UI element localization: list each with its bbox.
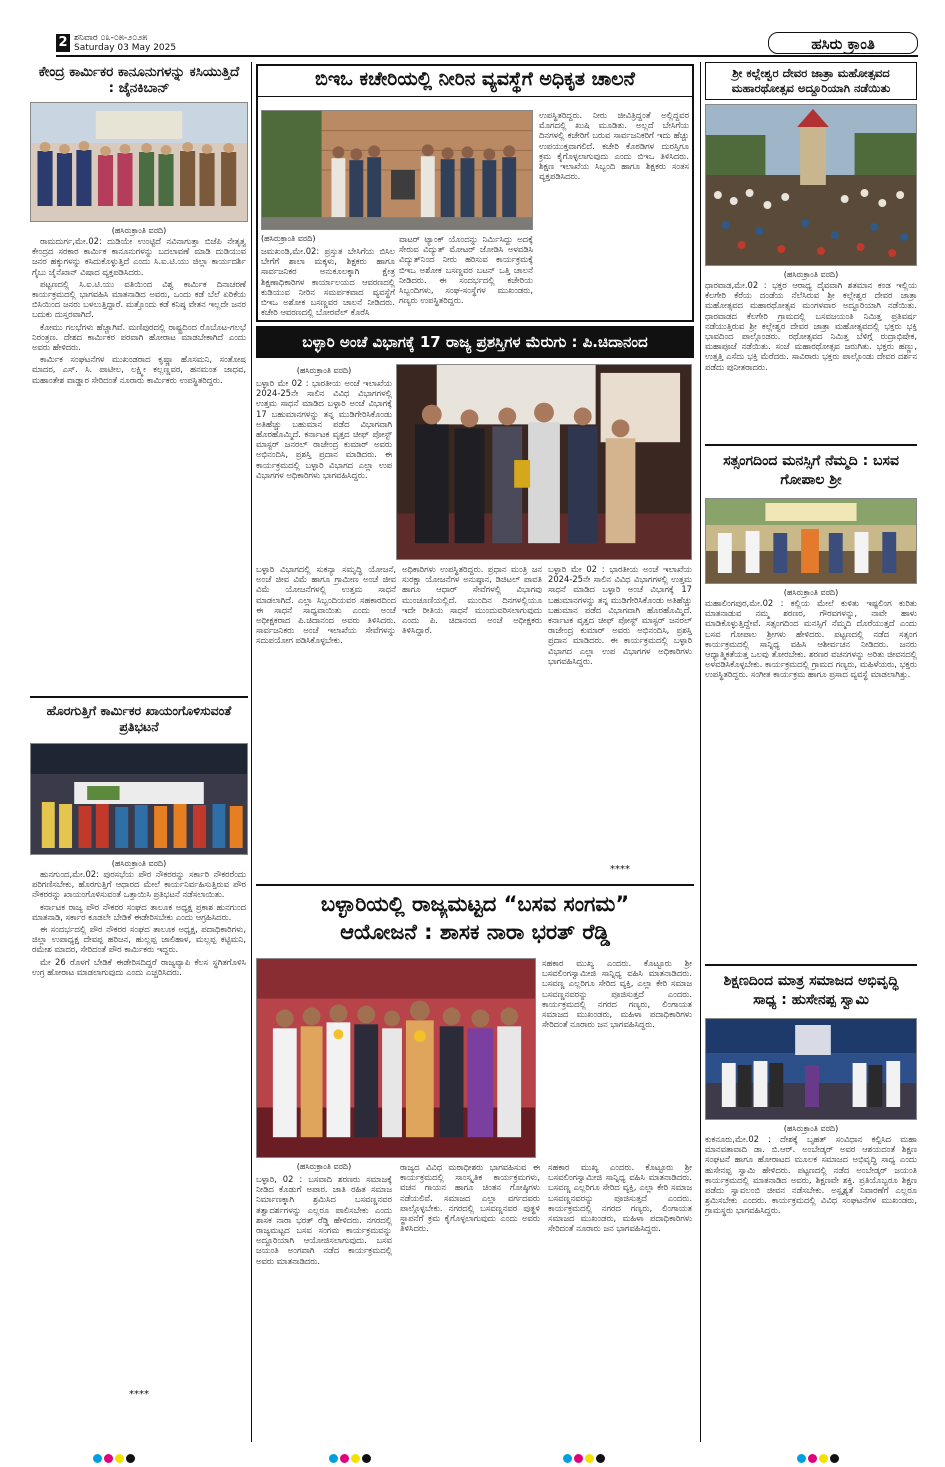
register-dot [819, 1454, 828, 1463]
postal-headline: ಬಳ್ಳಾರಿ ಅಂಚೆ ವಿಭಾಗಕ್ಕೆ 17 ರಾಜ್ಯ ಪ್ರಶಸ್ತಿಗಳ ಮೆರುಗು : ಪಿ.ಚಿದಾನಂದ [256, 326, 694, 358]
register-mark [92, 1448, 136, 1467]
education-event-photo [705, 1018, 917, 1120]
register-dot [830, 1454, 839, 1463]
protest-photo [30, 743, 248, 855]
postal-body-col1: ಬಳ್ಳಾರಿ ಮೇ 02 : ಭಾರತೀಯ ಅಂಚೆ ಇಲಾಖೆಯ 2024-25ನೇ ಸಾಲಿನ ವಿವಿಧ ವಿಭಾಗಗಳಲ್ಲಿ ಉತ್ತಮ ಸಾಧನೆ ಮಾಡಿದ ಬಳ್ಳಾರಿ ಅಂಚೆ ವಿಭಾಗಕ್ಕೆ 17 ಬಹುಮಾನಗಳನ್ನು ತನ್ನ ಮುಡಿಗೇರಿಸಿಕೊಂಡು ಅತಿಹೆಚ್ಚು ಬಹುಮಾನ ಪಡೆದ ವಿಭಾಗವಾಗಿ ಹೊರಹೊಮ್ಮಿದೆ. ಕರ್ನಾಟಕ ವೃತ್ತದ ಚೀಫ್ ಪೋಸ್ಟ್ ಮಾಸ್ಟರ್ ಜನರಲ್ ರಾಜೇಂದ್ರ ಕುಮಾರ್ ಅವರು ಅಭಿನಂದಿಸಿ, ಪ್ರಶಸ್ತಿ ಪ್ರದಾನ ಮಾಡಿದರು. ಈ ಕಾರ್ಯಕ್ರಮದಲ್ಲಿ ಬಳ್ಳಾರಿ ವಿಭಾಗದ ಎಲ್ಲಾ ಉಪ ವಿಭಾಗಗಳ ಅಧಿಕಾರಿಗಳು ಭಾಗವಹಿಸಿದ್ದರು. [256, 378, 392, 480]
education-credit: (ಹಸಿರುಕ್ರಾಂತಿ ವರದಿ) [783, 1124, 839, 1133]
register-dot [563, 1454, 572, 1463]
labour-paragraph: ರಾಮದುರ್ಗ,ಮೇ.02: ದುಡಿಯೇ ಉಂಟ್ಟಿದೆ ನವಿನಾಗುತ್ತಾ ಬಿಜೆಪಿ ನೇತೃತ್ವ ಕೇಂದ್ರದ ಸರಕಾರ ಕಾರ್ಮಿಕ ಕಾನೂನುಗಳನ್ನು ಬದಲಾವಣೆ ಮಾಡಿ ದುಡಿಯುವ ಜನರ ಹಕ್ಕುಗಳನ್ನು ಕಸಿದುಕೊಳ್ಳುತ್ತಿದೆ ಎಂದು ಸಿ.ಐ.ಟಿ.ಯು ಜಿಲ್ಲಾ ಕಾರ್ಯದರ್ಶಿ ಗೈಬು ಜೈನೆಖಾನ್ ವಿಷಾದ ವ್ಯಕ್ತಪಡಿಸಿದರು. [32, 236, 246, 277]
jatra-headline: ಶ್ರೀ ಕಲ್ಲೇಶ್ವರ ದೇವರ ಜಾತ್ರಾ ಮಹೋತ್ಸವದ ಮಹಾರಥೋತ್ಸವ ಅದ್ದೂರಿಯಾಗಿ ನಡೆಯಿತು [705, 62, 917, 100]
education-headline: ಶಿಕ್ಷಣದಿಂದ ಮಾತ್ರ ಸಮಾಜದ ಅಭಿವೃದ್ಧಿ ಸಾಧ್ಯ : ಹುಸೇನಪ್ಪ ಸ್ವಾಮಿ [705, 964, 917, 1014]
register-dot [93, 1454, 102, 1463]
jatra-chariot-photo [705, 104, 917, 266]
water-body-col2: ವಾಟರ್ ಟ್ಯಾಂಕ್ ಯೊಂದನ್ನು ನಿರ್ಮಿಸಿದ್ದು ಅದಕ್ಕೆ ಸೇರುವ ವಿದ್ಯುತ್ ಮೋಟರ್ ಜೋಡಿಸಿ ಅಳವಡಿಸಿ ವಿದ್ಯುತ್‌ನಿಂದ ನೀರು ಹರಿಸುವ ಕಾರ್ಯಕ್ರಮಕ್ಕೆ ಬಿಇಒ ಅಶೋಕ ಬಸಣ್ಣವರ ಬಟನ್ ಒತ್ತಿ ಚಾಲನೆ ನೀಡಿದರು. ಈ ಸಂದರ್ಭದಲ್ಲಿ ಕಚೇರಿಯ ಸಿಬ್ಬಂದಿಗಳು, ಸಂಘ-ಸಂಸ್ಥೆಗಳ ಮುಖಂಡರು, ಗಣ್ಯರು ಉಪಸ್ಥಿತರಿದ್ದರು. [399, 234, 533, 306]
basava-body-col3: ಸಹಕಾರ ಮುಖ್ಯ ಎಂದರು. ಕೊಟ್ಟೂರು ಶ್ರೀ ಬಸವಲಿಂಗಸ್ವಾಮೀಜಿ ಸಾನ್ನಿಧ್ಯ ವಹಿಸಿ ಮಾತನಾಡಿದರು. ಬಸವಣ್ಣ ಎಲ್ಲರಿಗೂ ಸೇರಿದ ವ್ಯಕ್ತಿ, ಎಲ್ಲಾ ಕೇರಿ ಸಮಾಜ ಬಸವಣ್ಣನವರನ್ನು ಪೂಜಿಸುತ್ತದೆ ಎಂದರು. ಕಾರ್ಯಕ್ರಮದಲ್ಲಿ ನಗರದ ಗಣ್ಯರು, ಲಿಂಗಾಯತ ಸಮಾಜದ ಮುಖಂಡರು, ಮಹಿಳಾ ಪದಾಧಿಕಾರಿಗಳು ಸೇರಿದಂತೆ ನೂರಾರು ಜನ ಭಾಗವಹಿಸಿದ್ದರು. [542, 958, 692, 1030]
basava-body-col1: ಬಳ್ಳಾರಿ, 02 : ಬಸವಾದಿ ಶರಣರು ಸಮಾಜಕ್ಕೆ ನೀಡಿದ ಕೊಡುಗೆ ಅಪಾರ. ಜಾತಿ ರಹಿತ ಸಮಾಜ ನಿರ್ಮಾಣಕ್ಕಾಗಿ ಶ್ರಮಿಸಿದ ಬಸವಣ್ಣನವರ ತತ್ವಾದರ್ಶಗಳನ್ನು ಎಲ್ಲರೂ ಪಾಲಿಸಬೇಕು ಎಂದು ಶಾಸಕ ನಾರಾ ಭರತ್ ರೆಡ್ಡಿ ಹೇಳಿದರು. ನಗರದಲ್ಲಿ ರಾಜ್ಯಮಟ್ಟದ ಬಸವ ಸಂಗಮ ಕಾರ್ಯಕ್ರಮವನ್ನು ಅದ್ದೂರಿಯಾಗಿ ಆಯೋಜಿಸಲಾಗುವುದು. ಬಸವ ಜಯಂತಿ ಅಂಗವಾಗಿ ನಡೆದ ಕಾರ್ಯಕ್ರಮದಲ್ಲಿ ಅವರು ಮಾತನಾಡಿದರು. [256, 1174, 392, 1266]
register-dot [104, 1454, 113, 1463]
basava-stage-photo [256, 958, 536, 1158]
labour-paragraph: ಕೋಮು ಗಲಭೆಗಳು ಹೆಚ್ಚಾಗಿವೆ. ಮಣಿಪುರದಲ್ಲಿ ರಾಷ್ಟ್ರದಿಂದ ರೊಬೊಟ-ಗಲಭೆ ನಿರಂತ್ರಣ. ದೇಶದ ಕಾರ್ಮಿಕರ ಪರವಾಗಿ ಹೋರಾಟ ಮಾಡಬೇಕಾಗಿದೆ ಎಂದು ಅವರು ಹೇಳಿದರು. [32, 321, 246, 353]
register-dot [329, 1454, 338, 1463]
register-dot [126, 1454, 135, 1463]
basava-body-col4: ಸಹಕಾರ ಮುಖ್ಯ ಎಂದರು. ಕೊಟ್ಟೂರು ಶ್ರೀ ಬಸವಲಿಂಗಸ್ವಾಮೀಜಿ ಸಾನ್ನಿಧ್ಯ ವಹಿಸಿ ಮಾತನಾಡಿದರು. ಬಸವಣ್ಣ ಎಲ್ಲರಿಗೂ ಸೇರಿದ ವ್ಯಕ್ತಿ, ಎಲ್ಲಾ ಕೇರಿ ಸಮಾಜ ಬಸವಣ್ಣನವರನ್ನು ಪೂಜಿಸುತ್ತದೆ ಎಂದರು. ಕಾರ್ಯಕ್ರಮದಲ್ಲಿ ನಗರದ ಗಣ್ಯರು, ಲಿಂಗಾಯತ ಸಮಾಜದ ಮುಖಂಡರು, ಮಹಿಳಾ ಪದಾಧಿಕಾರಿಗಳು ಸೇರಿದಂತೆ ನೂರಾರು ಜನ ಭಾಗವಹಿಸಿದ್ದರು. [548, 1162, 692, 1234]
water-story [256, 64, 694, 322]
water-body-col1: ಜಮಖಂಡಿ,ಮೇ.02: ಪ್ರಸ್ತುತ ಬೇಸಿಗೆಯ ಬಿಸಿಲ ಬೇಗೆಗೆ ಶಾಲಾ ಮಕ್ಕಳು, ಶಿಕ್ಷಕರು ಹಾಗೂ ಸಾರ್ವಜನಿಕರ ಅನುಕೂಲಕ್ಕಾಗಿ ಕ್ಷೇತ್ರ ಶಿಕ್ಷಣಾಧಿಕಾರಿಗಳ ಕಾರ್ಯಾಲಯದ ಆವರಣದಲ್ಲಿ ಕುಡಿಯುವ ನೀರಿನ ಸಮರ್ಪಕವಾದ ವ್ಯವಸ್ಥೆಗೆ ಬಿಇಒ ಅಶೋಕ ಬಸಣ್ಣವರ ಚಾಲನೆ ನೀಡಿದರು. ಕಚೇರಿ ಆವರಣದಲ್ಲಿ ಬೋರವೆಲ್ ಕೊರೆಸಿ [261, 246, 395, 318]
issue-date-english: Saturday 03 May 2025 [74, 43, 177, 53]
protest-paragraph: ಮೇ 26 ರೊಳಗೆ ಬೇಡಿಕೆ ಈಡೇರಿಸದಿದ್ದರೆ ರಾಜ್ಯವ್ಯಾಪಿ ಕೆಲಸ ಸ್ಥಗಿತಗೊಳಿಸಿ ಉಗ್ರ ಹೋರಾಟ ಮಾಡಲಾಗುವುದು ಎಂದು ಎಚ್ಚರಿಸಿದರು. [32, 956, 246, 977]
protest-headline: ಹೊರಗುತ್ತಿಗೆ ಕಾರ್ಮಿಕರ ಖಾಯಂಗೊಳಿಸುವಂತೆ ಪ್ರತಿಭಟನೆ [30, 696, 248, 739]
column-rule [700, 62, 701, 1442]
water-headline: ಬಿಇಒ ಕಚೇರಿಯಲ್ಲಿ ನೀರಿನ ವ್ಯವಸ್ಥೆಗೆ ಅಧಿಕೃತ ಚಾಲನೆ [258, 66, 692, 97]
end-mark: **** [610, 864, 630, 875]
register-dot [340, 1454, 349, 1463]
protest-credit: (ಹಸಿರುಕ್ರಾಂತಿ ವರದಿ) [111, 859, 167, 868]
register-dot [808, 1454, 817, 1463]
jatra-body: ಧಾರವಾಡ,ಮೇ.02 : ಭಕ್ತರ ಆರಾಧ್ಯ ದೈವವಾಗಿ ಶತಮಾನ ಕಂಡ ಇಲ್ಲಿಯ ಕೆಲಗೇರಿ ಕೆರೆಯ ದಂಡೆಯ ನೆಲೆಸಿರುವ ಶ್ರೀ ಕಲ್ಲೇಶ್ವರ ದೇವರ ಜಾತ್ರಾ ಮಹೋತ್ಸವದ ಮಹಾರಥೋತ್ಸವ ಮಂಗಳವಾರ ಅದ್ದೂರಿಯಾಗಿ ನಡೆಯಿತು. ಧಾರವಾಡದ ಕೆಲಗೇರಿ ಗ್ರಾಮದಲ್ಲಿ ಬಸವಜಯಂತಿ ನಿಮಿತ್ತ ಪ್ರತಿವರ್ಷ ನಡೆಯುತ್ತಿರುವ ಶ್ರೀ ಕಲ್ಲೇಶ್ವರ ದೇವರ ಜಾತ್ರಾ ಮಹೋತ್ಸವದಲ್ಲಿ ಭಕ್ತರು ಭಕ್ತಿ ಭಾವದಿಂದ ಪಾಲ್ಗೊಂಡರು. ರಥೋತ್ಸವದ ನಿಮಿತ್ತ ಬೆಳಿಗ್ಗೆ ರುದ್ರಾಭಿಷೇಕ, ಮಹಾಪೂಜೆ ನಡೆಯಿತು. ಸಂಜೆ ಮಹಾರಥೋತ್ಸವ ಜರುಗಿತು. ಭಕ್ತರು ಹಣ್ಣು, ಉತ್ತತ್ತಿ ಎಸೆದು ಭಕ್ತಿ ಮೆರೆದರು. ಸಾವಿರಾರು ಭಕ್ತರು ಪಾಲ್ಗೊಂಡು ದೇವರ ದರ್ಶನ ಪಡೆದು ಪುನೀತರಾದರು. [705, 280, 917, 372]
postal-story [256, 326, 694, 876]
postal-body-col3: ಅಧಿಕಾರಿಗಳು ಉಪಸ್ಥಿತರಿದ್ದರು. ಪ್ರಧಾನ ಮಂತ್ರಿ ಜನ ಸುರಕ್ಷಾ ಯೋಜನೆಗಳ ಅನುಷ್ಠಾನ, ಡಿಜಿಟಲ್ ಪಾವತಿ ಹಾಗೂ ಆಧಾರ್ ಸೇವೆಗಳಲ್ಲಿ ವಿಭಾಗವು ಮುಂಚೂಣಿಯಲ್ಲಿದೆ. ಮುಂದಿನ ದಿನಗಳಲ್ಲಿಯೂ ಇದೇ ರೀತಿಯ ಸಾಧನೆ ಮುಂದುವರಿಸಲಾಗುವುದು ಎಂದು ಪಿ. ಚಿದಾನಂದ ಅಂಚೆ ಅಧೀಕ್ಷಕರು ತಿಳಿಸಿದ್ದಾರೆ. [402, 564, 542, 636]
register-dot [585, 1454, 594, 1463]
labour-event-photo [30, 102, 248, 222]
labour-headline: ಕೇಂದ್ರ ಕಾರ್ಮಿಕರ ಕಾನೂನುಗಳನ್ನು ಕಸಿಯುತ್ತಿದೆ : ಜೈನಕಿಬಾನ್ [38, 64, 240, 96]
labour-body [30, 236, 248, 696]
masthead-rule [56, 55, 918, 57]
register-dot [596, 1454, 605, 1463]
swamiji-body: ಮಹಾಲಿಂಗಪುರ,ಮೇ.02 : ಕಲ್ಲಿಯ ಮೇಲೆ ಕುಳಿತು ಇಷ್ಟಲಿಂಗ ಕುರಿತು ಮಾತನಾಡುವ ನಮ್ಮ ಶರಣರ, ಗೌರವಗಳನ್ನು, ನಾವೇ ಹಾಳು ಮಾಡಿಕೊಳ್ಳುತ್ತಿದ್ದೇವೆ. ಸತ್ಸಂಗದಿಂದ ಮನಸ್ಸಿಗೆ ನೆಮ್ಮದಿ ದೊರೆಯುತ್ತದೆ ಎಂದು ಬಸವ ಗೋಪಾಲ ಶ್ರೀಗಳು ಹೇಳಿದರು. ಪಟ್ಟಣದಲ್ಲಿ ನಡೆದ ಸತ್ಸಂಗ ಕಾರ್ಯಕ್ರಮದಲ್ಲಿ ಸಾನ್ನಿಧ್ಯ ವಹಿಸಿ ಆಶೀರ್ವಚನ ನೀಡಿದರು. ಜನರು ಆಧ್ಯಾತ್ಮಿಕತೆಯತ್ತ ಒಲವು ತೋರಬೇಕು. ಶರಣರ ವಚನಗಳನ್ನು ಅರಿತು ಜೀವನದಲ್ಲಿ ಅಳವಡಿಸಿಕೊಳ್ಳಬೇಕು. ಕಾರ್ಯಕ್ರಮದಲ್ಲಿ ಗ್ರಾಮದ ಗಣ್ಯರು, ಮಹಿಳೆಯರು, ಭಕ್ತರು ಉಪಸ್ಥಿತರಿದ್ದರು. ಸಂಗೀತ ಕಾರ್ಯಕ್ರಮ ಹಾಗೂ ಪ್ರಸಾದ ವ್ಯವಸ್ಥೆ ಮಾಡಲಾಗಿತ್ತು. [705, 598, 917, 680]
end-mark: **** [129, 1389, 149, 1400]
labour-paragraph: ಪಟ್ಟಣದಲ್ಲಿ ಸಿ.ಐ.ಟಿ.ಯು ವತಿಯಿಂದ ವಿಶ್ವ ಕಾರ್ಮಿಕ ದಿನಾಚರಣೆ ಕಾರ್ಯಕ್ರಮದಲ್ಲಿ ಭಾಗವಹಿಸಿ ಮಾತನಾಡಿದ ಅವರು, ಒಂದು ಕಡೆ ಬೆಲೆ ಏರಿಕೆಯ ಬಿಸಿಯಿಂದ ಜನರು ಬಳಲುತ್ತಿದ್ದಾರೆ. ಮತ್ತೊಂದು ಕಡೆ ಕನಿಷ್ಠ ವೇತನ ಇಲ್ಲದೇ ಜನರ ಬದುಕು ದುಸ್ತರವಾಗಿದೆ. [32, 278, 246, 320]
basava-headline-line1: ಬಳ್ಳಾರಿಯಲ್ಲಿ ರಾಜ್ಯಮಟ್ಟದ “ಬಸವ ಸಂಗಮ” [320, 892, 630, 916]
issue-date-local: ಶನಿವಾರ ೦೩-೦೫-೨೦೨೫ [74, 33, 148, 43]
education-body: ಕುಕನೂರು,ಮೇ.02 : ದೇಶಕ್ಕೆ ಬೃಹತ್ ಸಂವಿಧಾನ ಕಲ್ಪಿಸಿದ ಮಹಾ ಮಾನವತಾವಾದಿ ಡಾ. ಬಿ.ಆರ್. ಅಂಬೇಡ್ಕರ್ ಅವರ ಆಶಯದಂತೆ ಶಿಕ್ಷಣ ಸಂಘಟನೆ ಹಾಗೂ ಹೋರಾಟದ ಮೂಲಕ ಸಮಾಜದ ಅಭಿವೃದ್ಧಿ ಸಾಧ್ಯ ಎಂದು ಹುಸೇನಪ್ಪ ಸ್ವಾಮಿ ಹೇಳಿದರು. ಪಟ್ಟಣದಲ್ಲಿ ನಡೆದ ಅಂಬೇಡ್ಕರ್ ಜಯಂತಿ ಕಾರ್ಯಕ್ರಮದಲ್ಲಿ ಮಾತನಾಡಿದ ಅವರು, ಶಿಕ್ಷಣವೇ ಶಕ್ತಿ. ಪ್ರತಿಯೊಬ್ಬರೂ ಶಿಕ್ಷಣ ಪಡೆದು ಸ್ವಾವಲಂಬಿ ಜೀವನ ನಡೆಸಬೇಕು. ಅಸ್ಪೃಶ್ಯತೆ ನಿವಾರಣೆಗೆ ಎಲ್ಲರೂ ಶ್ರಮಿಸಬೇಕು ಎಂದರು. ಕಾರ್ಯಕ್ರಮದಲ್ಲಿ ವಿವಿಧ ಸಂಘಟನೆಗಳ ಮುಖಂಡರು, ಗ್ರಾಮಸ್ಥರು ಭಾಗವಹಿಸಿದ್ದರು. [705, 1134, 917, 1216]
postal-body-col2: ಬಳ್ಳಾರಿ ವಿಭಾಗದಲ್ಲಿ ಸುಕನ್ಯಾ ಸಮೃದ್ಧಿ ಯೋಜನೆ, ಅಂಚೆ ಜೀವ ವಿಮೆ ಹಾಗೂ ಗ್ರಾಮೀಣ ಅಂಚೆ ಜೀವ ವಿಮೆ ಯೋಜನೆಗಳಲ್ಲಿ ಉತ್ತಮ ಸಾಧನೆ ಮಾಡಲಾಗಿದೆ. ಎಲ್ಲಾ ಸಿಬ್ಬಂದಿಯವರ ಸಹಕಾರದಿಂದ ಈ ಸಾಧನೆ ಸಾಧ್ಯವಾಯಿತು ಎಂದು ಅಂಚೆ ಅಧೀಕ್ಷಕರಾದ ಪಿ.ಚಿದಾನಂದ ಅವರು ತಿಳಿಸಿದರು. ಸಾರ್ವಜನಿಕರು ಅಂಚೆ ಇಲಾಖೆಯ ಸೇವೆಗಳನ್ನು ಸದುಪಯೋಗ ಪಡಿಸಿಕೊಳ್ಳಬೇಕು. [256, 564, 396, 646]
masthead [0, 0, 945, 58]
register-mark [796, 1448, 840, 1467]
postal-body-col4: ಬಳ್ಳಾರಿ ಮೇ 02 : ಭಾರತೀಯ ಅಂಚೆ ಇಲಾಖೆಯ 2024-25ನೇ ಸಾಲಿನ ವಿವಿಧ ವಿಭಾಗಗಳಲ್ಲಿ ಉತ್ತಮ ಸಾಧನೆ ಮಾಡಿದ ಬಳ್ಳಾರಿ ಅಂಚೆ ವಿಭಾಗಕ್ಕೆ 17 ಬಹುಮಾನಗಳನ್ನು ತನ್ನ ಮುಡಿಗೇರಿಸಿಕೊಂಡು ಅತಿಹೆಚ್ಚು ಬಹುಮಾನ ಪಡೆದ ವಿಭಾಗವಾಗಿ ಹೊರಹೊಮ್ಮಿದೆ. ಕರ್ನಾಟಕ ವೃತ್ತದ ಚೀಫ್ ಪೋಸ್ಟ್ ಮಾಸ್ಟರ್ ಜನರಲ್ ರಾಜೇಂದ್ರ ಕುಮಾರ್ ಅವರು ಅಭಿನಂದಿಸಿ, ಪ್ರಶಸ್ತಿ ಪ್ರದಾನ ಮಾಡಿದರು. ಈ ಕಾರ್ಯಕ್ರಮದಲ್ಲಿ ಬಳ್ಳಾರಿ ವಿಭಾಗದ ಎಲ್ಲಾ ಉಪ ವಿಭಾಗಗಳ ಅಧಿಕಾರಿಗಳು ಭಾಗವಹಿಸಿದ್ದರು. [548, 564, 692, 666]
water-body-col3: ಉಪಸ್ಥಿತರಿದ್ದರು. ನೀರು ಜೀವಿತ್ರಿದ್ದಂತೆ ಅಲ್ಲಿದ್ದವರ ಮೊಗದಲ್ಲಿ ಖುಷಿ ಮೂಡಿತು. ಅಲ್ಲದೆ ಬೇಸಿಗೆಯ ದಿನಗಳಲ್ಲಿ ಕಚೇರಿಗೆ ಬರುವ ಸಾರ್ವಜನಿಕರಿಗೆ ಇದು ಹೆಚ್ಚು ಉಪಯುಕ್ತವಾಗಲಿದೆ. ಕಚೇರಿ ಕೊಠಡಿಗಳ ದುರಸ್ತಿಗೂ ಕ್ರಮ ಕೈಗೊಳ್ಳಲಾಗುವುದು ಎಂದು ಬಿಇಒ ತಿಳಿಸಿದರು. ಶಿಕ್ಷಣ ಇಲಾಖೆಯ ಸಿಬ್ಬಂದಿ ಹಾಗೂ ಶಿಕ್ಷಕರು ಸಂತಸ ವ್ಯಕ್ತಪಡಿಸಿದರು. [539, 110, 689, 182]
labour-paragraph: ಕಾರ್ಮಿಕ ಸಂಘಟನೆಗಳ ಮುಖಂಡರಾದ ಕೃಷ್ಣಾ ಹೊಸಮನಿ, ಸಂತೋಷ ಮಾದರ, ಎಸ್. ಸಿ. ಪಾಟೀಲ, ಲಕ್ಷ್ಮೀ ಕಲ್ಲಣ್ಣವರ, ಹನಮಂತ ಜಾಧವ, ಮಹಾಂತೇಶ ವಾಡ್ಡಾರ ಸೇರಿದಂತೆ ನೂರಾರು ಕಾರ್ಮಿಕರು ಉಪಸ್ಥಿತರಿದ್ದರು. [32, 354, 246, 385]
paper-name-tag: ಹಸಿರು ಕ್ರಾಂತಿ [768, 32, 918, 54]
register-mark [562, 1448, 606, 1467]
register-dot [362, 1454, 371, 1463]
basava-headline-line2: ಆಯೋಜನೆ : ಶಾಸಕ ನಾರಾ ಭರತ್ ರೆಡ್ಡಿ [340, 920, 610, 944]
basava-story [256, 884, 694, 1449]
postal-award-photo [396, 364, 692, 560]
register-dot [115, 1454, 124, 1463]
water-tank-photo [261, 110, 533, 230]
swamiji-satsang-photo [705, 498, 917, 584]
protest-paragraph: ಕರ್ನಾಟಕ ರಾಜ್ಯ ಪೌರ ನೌಕರರ ಸಂಘದ ತಾಲೂಕ ಅಧ್ಯಕ್ಷ ಪ್ರಕಾಶ ಹುನಗುಂದ ಮಾತನಾಡಿ, ಸರ್ಕಾರ ಕೂಡಲೇ ಬೇಡಿಕೆ ಈಡೇರಿಸಬೇಕು ಎಂದು ಆಗ್ರಹಿಸಿದರು. [32, 901, 246, 922]
register-marks [0, 1448, 945, 1462]
swamiji-headline: ಸತ್ಸಂಗದಿಂದ ಮನಸ್ಸಿಗೆ ನೆಮ್ಮದಿ : ಬಸವ ಗೋಪಾಲ ಶ್ರೀ [705, 444, 917, 494]
postal-credit: (ಹಸಿರುಕ್ರಾಂತಿ ವರದಿ) [296, 366, 352, 375]
protest-paragraph: ಹುನಗುಂದ,ಮೇ.02: ಪುರಸಭೆಯ ಪೌರ ನೌಕರರನ್ನು ಸರ್ಕಾರಿ ನೌಕರರೆಂದು ಪರಿಗಣಿಸಬೇಕು, ಹೊರಗುತ್ತಿಗೆ ಆಧಾರದ ಮೇಲೆ ಕಾರ್ಯನಿರ್ವಹಿಸುತ್ತಿರುವ ಪೌರ ನೌಕರರನ್ನು ಖಾಯಂಗೊಳಿಸುವಂತೆ ಒತ್ತಾಯಿಸಿ ಪ್ರತಿಭಟನೆ ನಡೆಸಲಾಯಿತು. [32, 869, 246, 900]
labour-credit: (ಹಸಿರುಕ್ರಾಂತಿ ವರದಿ) [111, 226, 167, 235]
right-column [705, 62, 917, 1452]
left-column [30, 62, 248, 1452]
column-rule [251, 62, 252, 1442]
basava-body-col2: ರಾಜ್ಯದ ವಿವಿಧ ಮಠಾಧೀಶರು ಭಾಗವಹಿಸುವ ಈ ಕಾರ್ಯಕ್ರಮದಲ್ಲಿ ಸಾಂಸ್ಕೃತಿಕ ಕಾರ್ಯಕ್ರಮಗಳು, ವಚನ ಗಾಯನ ಹಾಗೂ ಚಿಂತನ ಗೋಷ್ಠಿಗಳು ನಡೆಯಲಿವೆ. ಸಮಾಜದ ಎಲ್ಲಾ ವರ್ಗದವರು ಪಾಲ್ಗೊಳ್ಳಬೇಕು. ನಗರದಲ್ಲಿ ಬಸವಣ್ಣನವರ ಪುತ್ಥಳಿ ಸ್ಥಾಪನೆಗೆ ಕ್ರಮ ಕೈಗೊಳ್ಳಲಾಗುವುದು ಎಂದು ಅವರು ತಿಳಿಸಿದರು. [400, 1162, 540, 1234]
page-number-badge: 2 [56, 34, 70, 52]
water-credit: (ಹಸಿರುಕ್ರಾಂತಿ ವರದಿ) [261, 234, 316, 243]
register-dot [797, 1454, 806, 1463]
swamiji-credit: (ಹಸಿರುಕ್ರಾಂತಿ ವರದಿ) [783, 588, 839, 597]
register-mark [328, 1448, 372, 1467]
protest-body [30, 869, 248, 1389]
protest-paragraph: ಈ ಸಂದರ್ಭದಲ್ಲಿ ಪೌರ ನೌಕರರ ಸಂಘದ ತಾಲೂಕ ಅಧ್ಯಕ್ಷ, ಪದಾಧಿಕಾರಿಗಳು, ಜಿಲ್ಲಾ ಉಪಾಧ್ಯಕ್ಷ ದೇವಪ್ಪ ಹರಿಜನ, ಹುಲ್ಲಪ್ಪ ಜಾಲಿಹಾಳ, ಮಲ್ಲಪ್ಪ ಕಟ್ಟಿಮನಿ, ರಮೇಶ ಮಾದರ, ಸೇರಿದಂತೆ ಪೌರ ಕಾರ್ಮಿಕರು ಇದ್ದರು. [32, 924, 246, 955]
jatra-credit: (ಹಸಿರುಕ್ರಾಂತಿ ವರದಿ) [783, 270, 839, 279]
register-dot [351, 1454, 360, 1463]
basava-credit: (ಹಸಿರುಕ್ರಾಂತಿ ವರದಿ) [296, 1162, 352, 1171]
register-dot [574, 1454, 583, 1463]
